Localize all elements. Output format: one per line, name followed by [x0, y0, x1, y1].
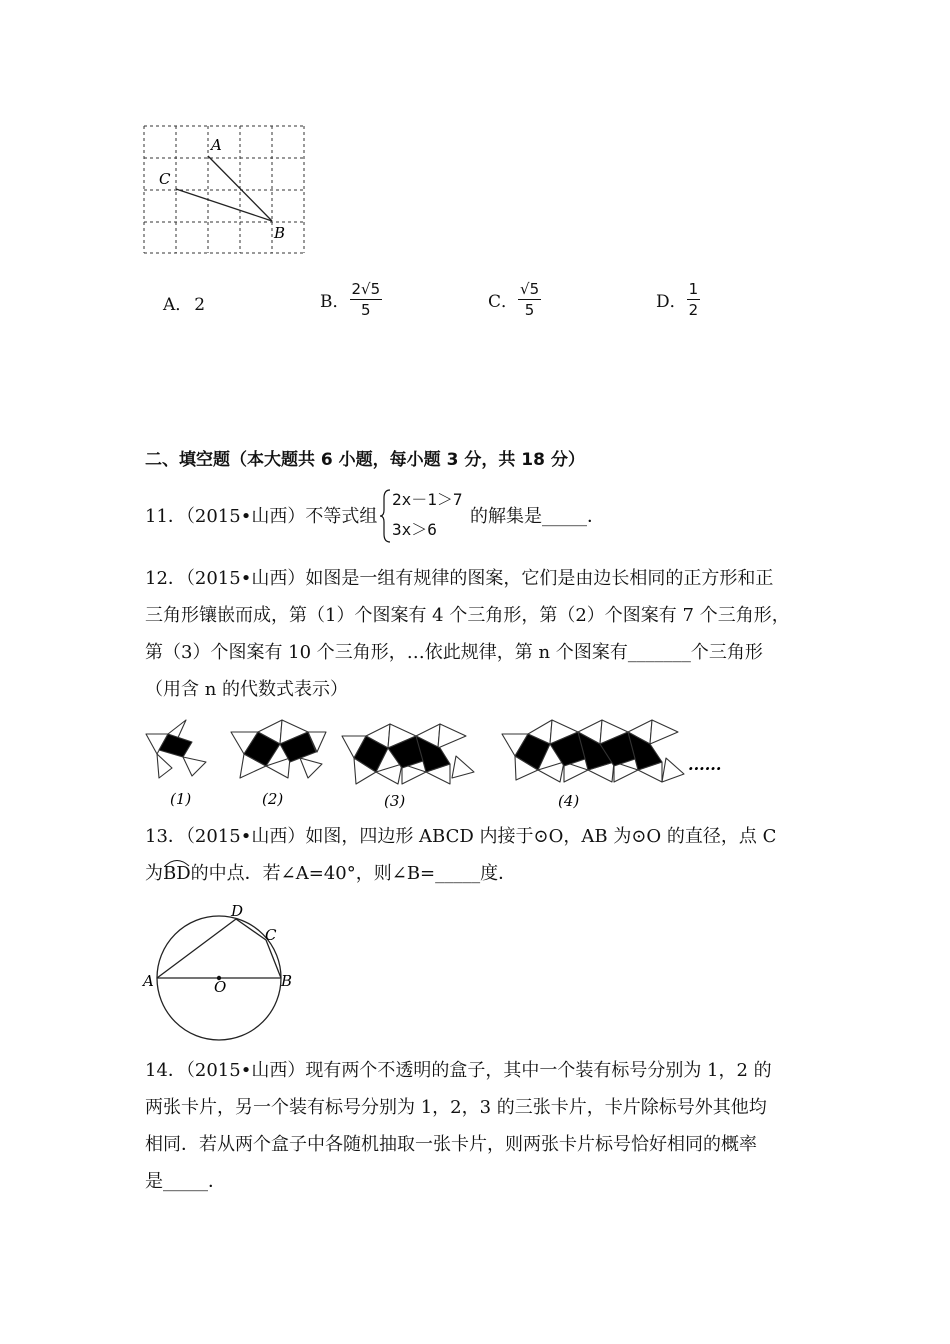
- option-c-fraction: [518, 280, 541, 319]
- q11-inequality-1: 2x－1＞7: [392, 490, 463, 509]
- grid-figure: [140, 122, 310, 257]
- option-b-letter: B．: [320, 292, 350, 312]
- q13-line-1: 13．（2015•山西）如图，四边形 ABCD 内接于⊙O，AB 为⊙O 的直径，点 C: [145, 826, 777, 847]
- option-c-numerator: √5: [520, 280, 540, 298]
- pattern-4: [502, 720, 684, 782]
- circle-point-c: C: [265, 926, 277, 944]
- circle-point-b: B: [281, 972, 293, 990]
- system-brace: [380, 488, 392, 544]
- arc-bd-label: BD: [163, 863, 191, 884]
- point-a-label: A: [211, 136, 222, 154]
- option-b[interactable]: [320, 280, 382, 319]
- option-d-numerator: 1: [688, 280, 699, 298]
- q12-line-4: （用含 n 的代数式表示）: [145, 679, 349, 700]
- q14-line-4: 是_____．: [145, 1171, 226, 1192]
- q13-line-2: [145, 855, 516, 893]
- option-a-letter: A．: [163, 295, 193, 315]
- q14-line-3: 相同．若从两个盒子中各随机抽取一张卡片，则两张卡片标号恰好相同的概率: [145, 1134, 757, 1155]
- option-a[interactable]: [163, 290, 205, 315]
- arc-mark-icon: [163, 857, 191, 867]
- pattern-caption-4: (4): [558, 792, 580, 810]
- pattern-ellipsis: ......: [688, 755, 722, 774]
- circle-figure: [140, 900, 300, 1040]
- option-b-fraction: [350, 280, 383, 319]
- section-title: 二、填空题（本大题共 6 小题，每小题 3 分，共 18 分）: [145, 450, 585, 470]
- q14-line-2: 两张卡片，另一个装有标号分别为 1，2，3 的三张卡片，卡片除标号外其他均: [145, 1097, 767, 1118]
- q13-line-2-prefix: 为: [145, 863, 163, 884]
- option-d-fraction: [687, 280, 701, 319]
- circle-center-o: O: [214, 978, 227, 996]
- q12-line-1: 12．（2015•山西）如图是一组有规律的图案，它们是由边长相同的正方形和正: [145, 568, 774, 589]
- arc-bd: [163, 855, 191, 893]
- triangle-segments: [176, 156, 272, 221]
- option-b-numerator: 2√5: [351, 280, 381, 298]
- point-b-label: B: [274, 224, 286, 242]
- pattern-caption-1: (1): [170, 790, 192, 808]
- option-c-letter: C．: [488, 292, 519, 312]
- q11-suffix: 的解集是_____．: [470, 506, 605, 527]
- q11-inequality-2: 3x＞6: [392, 520, 437, 539]
- option-d[interactable]: [656, 280, 700, 319]
- q11-prefix: 11．（2015•山西）不等式组: [145, 506, 378, 527]
- point-c-label: C: [159, 170, 171, 188]
- option-c-denominator: 5: [524, 301, 535, 319]
- pattern-caption-2: (2): [262, 790, 284, 808]
- pattern-1: [146, 720, 206, 778]
- q14-line-1: 14．（2015•山西）现有两个不透明的盒子，其中一个装有标号分别为 1，2 的: [145, 1060, 772, 1081]
- pattern-2: [231, 720, 326, 778]
- q12-line-2: 三角形镶嵌而成，第（1）个图案有 4 个三角形，第（2）个图案有 7 个三角形，: [145, 605, 790, 626]
- circle-point-d: D: [231, 902, 244, 920]
- q12-line-3: 第（3）个图案有 10 个三角形，…依此规律，第 n 个图案有_______个三角形: [145, 642, 763, 663]
- pattern-figure: [140, 712, 722, 812]
- option-d-letter: D．: [656, 292, 687, 312]
- option-d-denominator: 2: [688, 301, 699, 319]
- circle-point-a: A: [143, 972, 154, 990]
- option-a-value: 2: [194, 295, 206, 315]
- q13-line-2-suffix: 的中点．若∠A=40°，则∠B=_____度．: [190, 863, 517, 884]
- option-b-denominator: 5: [361, 301, 371, 319]
- pattern-caption-3: (3): [384, 792, 406, 810]
- pattern-3: [342, 724, 474, 784]
- option-c[interactable]: [488, 280, 541, 319]
